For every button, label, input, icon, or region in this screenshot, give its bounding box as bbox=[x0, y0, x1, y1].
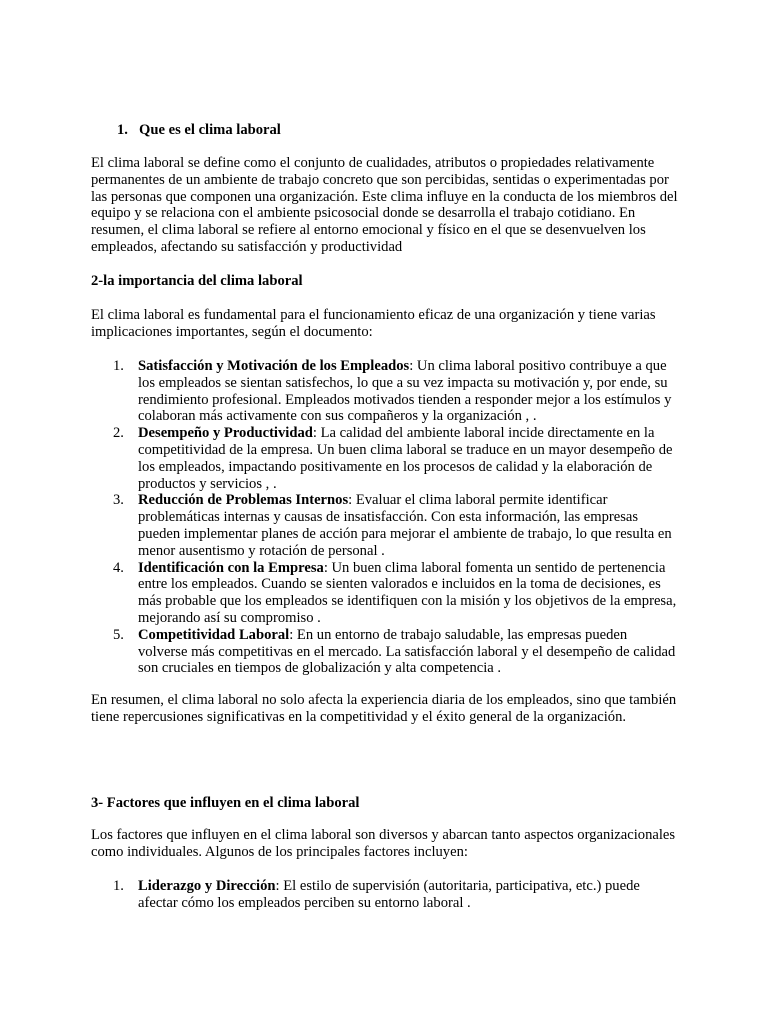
list-item: 2. Desempeño y Productividad: La calidad del ambiente laboral incide directamente en la competitividad de la empresa. Un buen clima laboral se traduce en un mayor desempeño de los empleados, impactando positivamente en los procesos de calidad y la elaboración de productos y servicios , . bbox=[113, 425, 673, 492]
item-text: : En un entorno de trabajo saludable, las empresas pueden volverse más competitivas en el mercado. La satisfacción laboral y el desempeño de calidad son cruciales en tiempos de globalización y alta competencia . bbox=[138, 626, 676, 677]
section3-intro: Los factores que influyen en el clima laboral son diversos y abarcan tanto aspectos organizacionales como individuales. Algunos de los principales factores incluyen: bbox=[91, 827, 676, 860]
item-term: Satisfacción y Motivación de los Empleados bbox=[138, 358, 410, 374]
item-term: Liderazgo y Dirección bbox=[138, 878, 276, 894]
list-item: 3. Reducción de Problemas Internos: Evaluar el clima laboral permite identificar problemáticas internas y causas de insatisfacción. Con esta información, las empresas pueden implementar planes de acción para mejorar el ambiente de trabajo, lo que resulta en menor ausentismo y rotación de personal . bbox=[113, 492, 672, 559]
item-term: Competitividad Laboral bbox=[138, 626, 290, 643]
item-text: : El estilo de supervisión (autoritaria, participativa, etc.) puede afectar cómo los empleados perciben su entorno laboral . bbox=[138, 878, 640, 911]
list-item: 5. Competitividad Laboral: En un entorno de trabajo saludable, las empresas pueden volverse más competitivas en el mercado. La satisfacción laboral y el desempeño de calidad son cruciales en tiempos de globalización y alta competencia . bbox=[113, 626, 676, 677]
item-text: : Un clima laboral positivo contribuye a que los empleados se sientan satisfechos, lo que a su vez impacta su motivación y, por ende, su rendimiento profesional. Empleados motivados tienden a responder mejor a los estímulos y colaboran más activamente con sus compañeros y la organización , . bbox=[138, 358, 672, 425]
item-term: Reducción de Problemas Internos bbox=[138, 492, 349, 509]
section1-title: Que es el clima laboral bbox=[139, 122, 281, 138]
section3-title: 3- Factores que influyen en el clima laboral bbox=[91, 795, 360, 811]
item-text: : La calidad del ambiente laboral incide directamente en la competitividad de la empresa. Un buen clima laboral se traduce en un mayor desempeño de los empleados, impactando positivamente en los procesos de calidad y la elaboración de productos y servicios , . bbox=[138, 425, 673, 492]
list-item: 1. Satisfacción y Motivación de los Empleados: Un clima laboral positivo contribuye a que los empleados se sientan satisfechos, lo que a su vez impacta su motivación y, por ende, su rendimiento profesional. Empleados motivados tienden a responder mejor a los estímulos y colaboran más activamente con sus compañeros y la organización , . bbox=[113, 358, 672, 425]
importance-list bbox=[0, 358, 680, 677]
factors-list bbox=[0, 878, 680, 912]
list-item: 4. Identificación con la Empresa: Un buen clima laboral fomenta un sentido de pertenencia entre los empleados. Cuando se sienten valorados e incluidos en la toma de decisiones, es más probable que los empleados se identifiquen con la misión y los objetivos de la empresa, mejorando así su compromiso . bbox=[113, 559, 677, 626]
section2-intro: El clima laboral es fundamental para el funcionamiento eficaz de una organización y tiene varias implicaciones importantes, según el documento: bbox=[91, 307, 656, 340]
section2-title: 2-la importancia del clima laboral bbox=[91, 273, 303, 289]
item-term: Identificación con la Empresa bbox=[138, 559, 324, 576]
section2-summary: En resumen, el clima laboral no solo afecta la experiencia diaria de los empleados, sino que también tiene repercusiones significativas en la competitividad y el éxito general de la organización. bbox=[91, 692, 677, 725]
section1-paragraph: El clima laboral se define como el conjunto de cualidades, atributos o propiedades relativamente permanentes de un ambiente de trabajo concreto que son percibidas, sentidas o experimentadas por las personas que componen una organización. Este clima influye en la conducta de los miembros del equipo y se relaciona con el ambiente psicosocial donde se desarrolla el trabajo cotidiano. En resumen, el clima laboral se refiere al entorno emocional y físico en el que se desenvuelven los empleados, afectando su satisfacción y productividad bbox=[91, 155, 678, 255]
section1-number: 1. bbox=[117, 122, 128, 138]
list-item: 1. Liderazgo y Dirección: El estilo de supervisión (autoritaria, participativa, etc.) puede afectar cómo los empleados perciben su entorno laboral . bbox=[113, 878, 640, 911]
section1-heading bbox=[117, 122, 281, 139]
item-term: Desempeño y Productividad bbox=[138, 425, 313, 442]
item-text: : Un buen clima laboral fomenta un sentido de pertenencia entre los empleados. Cuando se sienten valorados e incluidos en la toma de decisiones, es más probable que los empleados se identifiquen con la misión y los objetivos de la empresa, mejorando así su compromiso . bbox=[138, 559, 677, 626]
item-text: : Evaluar el clima laboral permite identificar problemáticas internas y causas de insatisfacción. Con esta información, las empresas pueden implementar planes de acción para mejorar el ambiente de trabajo, lo que resulta en menor ausentismo y rotación de personal . bbox=[138, 492, 672, 559]
